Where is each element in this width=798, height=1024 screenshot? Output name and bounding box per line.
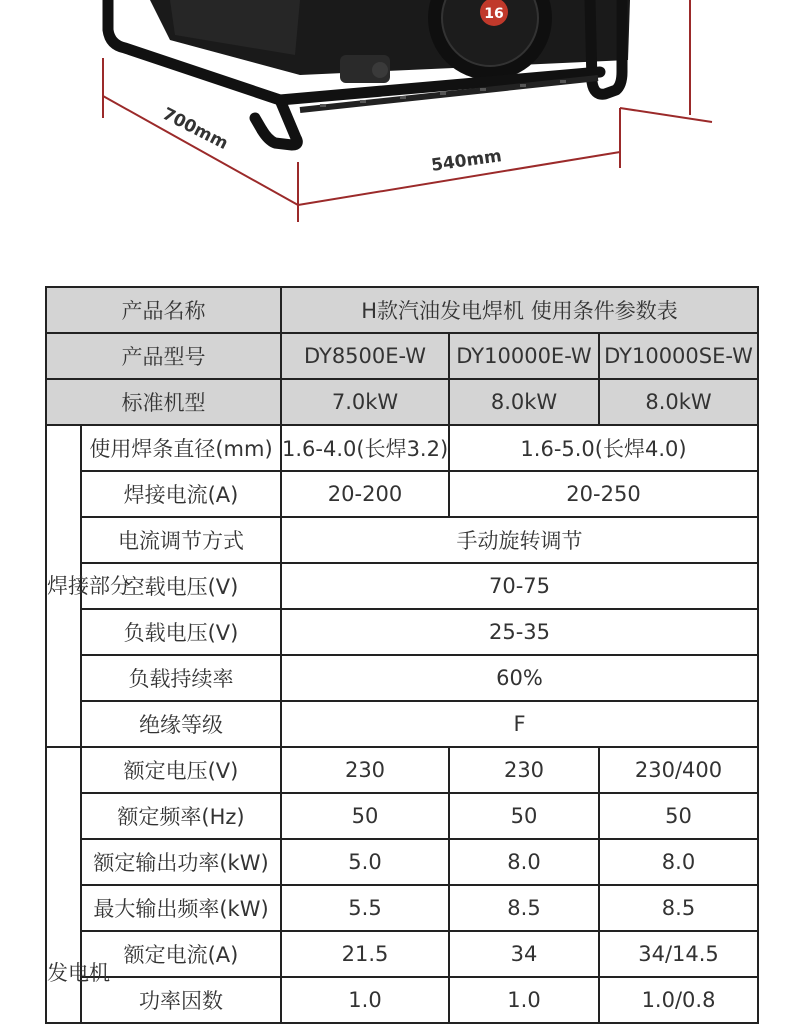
value-cell: 8.0 bbox=[599, 839, 758, 885]
table-row bbox=[46, 747, 758, 793]
param-label: 空载电压(V) bbox=[81, 563, 281, 609]
value-cell: 25-35 bbox=[281, 609, 758, 655]
model-cell: DY10000SE-W bbox=[599, 333, 758, 379]
param-label: 负载持续率 bbox=[81, 655, 281, 701]
table-row bbox=[46, 885, 758, 931]
value-cell: 50 bbox=[281, 793, 449, 839]
param-label: 额定输出功率(kW) bbox=[81, 839, 281, 885]
model-row-label: 产品型号 bbox=[46, 333, 281, 379]
param-label: 负载电压(V) bbox=[81, 609, 281, 655]
model-cell: DY10000E-W bbox=[449, 333, 599, 379]
value-cell: 1.0/0.8 bbox=[599, 977, 758, 1023]
value-cell: 50 bbox=[449, 793, 599, 839]
table-row bbox=[46, 977, 758, 1023]
value-cell: 1.0 bbox=[449, 977, 599, 1023]
value-cell: 34 bbox=[449, 931, 599, 977]
depth-dimension-label: 700mm bbox=[158, 104, 232, 155]
title-row bbox=[46, 287, 758, 333]
value-cell: 8.5 bbox=[599, 885, 758, 931]
value-cell: 230 bbox=[281, 747, 449, 793]
power-cell: 8.0kW bbox=[599, 379, 758, 425]
engine-badge: 16 bbox=[484, 6, 504, 22]
power-row-label: 标准机型 bbox=[46, 379, 281, 425]
value-cell: 230 bbox=[449, 747, 599, 793]
value-cell: 20-250 bbox=[449, 471, 758, 517]
value-cell: 1.6-5.0(长焊4.0) bbox=[449, 425, 758, 471]
table-row bbox=[46, 793, 758, 839]
table-row bbox=[46, 471, 758, 517]
value-cell: 8.0 bbox=[449, 839, 599, 885]
value-cell: 手动旋转调节 bbox=[281, 517, 758, 563]
param-label: 绝缘等级 bbox=[81, 701, 281, 747]
value-cell: 60% bbox=[281, 655, 758, 701]
value-cell: 34/14.5 bbox=[599, 931, 758, 977]
spec-table bbox=[45, 286, 759, 1024]
power-row bbox=[46, 379, 758, 425]
table-row bbox=[46, 425, 758, 471]
power-cell: 7.0kW bbox=[281, 379, 449, 425]
value-cell: 70-75 bbox=[281, 563, 758, 609]
value-cell: 5.5 bbox=[281, 885, 449, 931]
width-dimension-label: 540mm bbox=[430, 146, 504, 176]
param-label: 焊接电流(A) bbox=[81, 471, 281, 517]
param-label: 额定频率(Hz) bbox=[81, 793, 281, 839]
value-cell: 20-200 bbox=[281, 471, 449, 517]
param-label: 使用焊条直径(mm) bbox=[81, 425, 281, 471]
model-row bbox=[46, 333, 758, 379]
model-cell: DY8500E-W bbox=[281, 333, 449, 379]
table-row bbox=[46, 655, 758, 701]
table-row bbox=[46, 609, 758, 655]
table-row bbox=[46, 563, 758, 609]
table-row bbox=[46, 931, 758, 977]
generator-group-label: 发电机 bbox=[46, 747, 81, 1023]
table-row bbox=[46, 839, 758, 885]
value-cell: 8.5 bbox=[449, 885, 599, 931]
table-title: H款汽油发电焊机 使用条件参数表 bbox=[281, 287, 758, 333]
param-label: 功率因数 bbox=[81, 977, 281, 1023]
value-cell: 1.6-4.0(长焊3.2) bbox=[281, 425, 449, 471]
value-cell: 230/400 bbox=[599, 747, 758, 793]
welding-group-label: 焊接部分 bbox=[46, 425, 81, 747]
value-cell: 5.0 bbox=[281, 839, 449, 885]
param-label: 最大输出频率(kW) bbox=[81, 885, 281, 931]
power-cell: 8.0kW bbox=[449, 379, 599, 425]
value-cell: 50 bbox=[599, 793, 758, 839]
value-cell: F bbox=[281, 701, 758, 747]
product-image-area bbox=[0, 0, 798, 240]
table-row bbox=[46, 701, 758, 747]
title-row-label: 产品名称 bbox=[46, 287, 281, 333]
param-label: 电流调节方式 bbox=[81, 517, 281, 563]
value-cell: 21.5 bbox=[281, 931, 449, 977]
param-label: 额定电流(A) bbox=[81, 931, 281, 977]
generator-illustration bbox=[0, 0, 798, 240]
value-cell: 1.0 bbox=[281, 977, 449, 1023]
table-row bbox=[46, 517, 758, 563]
param-label: 额定电压(V) bbox=[81, 747, 281, 793]
